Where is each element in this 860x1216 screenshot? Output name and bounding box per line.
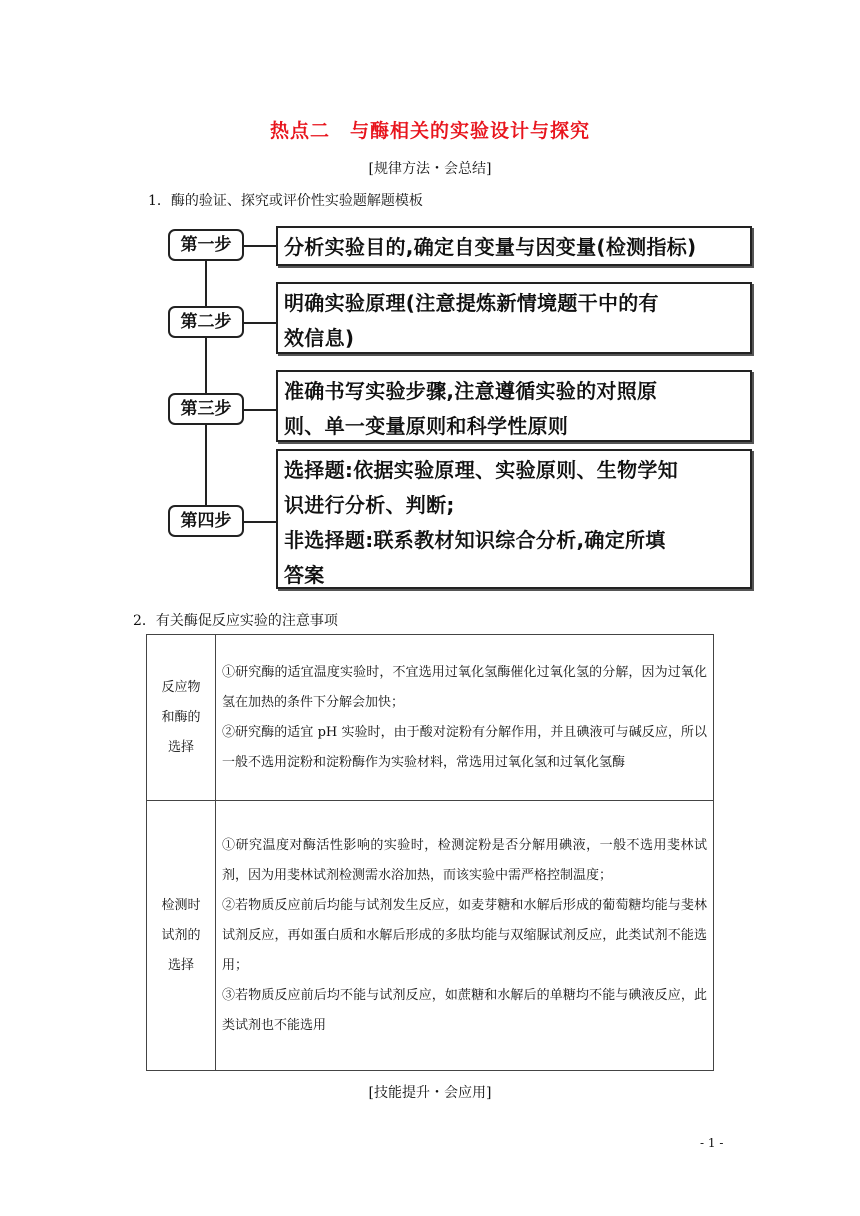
section-2-heading: 2．有关酶促反应实验的注意事项: [133, 613, 338, 629]
flow-vertical-line: [205, 260, 207, 516]
step-3-line: 准确书写实验步骤,注意遵循实验的对照原: [284, 379, 658, 403]
footer-heading: [技能提升・会应用]: [368, 1085, 492, 1101]
row-label-line: 选择: [167, 957, 194, 973]
step-4-line: 非选择题:联系教材知识综合分析,确定所填: [284, 528, 666, 552]
row-label-line: 选择: [167, 739, 194, 755]
step-1-box: [276, 226, 752, 266]
step-2-label: 第二步: [168, 306, 244, 338]
step-4-line: 选择题:依据实验原理、实验原则、生物学知: [284, 458, 678, 482]
row-paragraph: ②若物质反应前后均能与试剂发生反应，如麦芽糖和水解后形成的葡萄糖均能与斐林试剂反应，再如蛋白质和水解后形成的多肽均能与双缩脲试剂反应，此类试剂不能选用；: [222, 897, 707, 973]
step-3-line: 则、单一变量原则和科学性原则: [284, 414, 569, 438]
row-label-line: 和酶的: [161, 709, 201, 725]
row-paragraph: ②研究酶的适宜 pH 实验时，由于酸对淀粉有分解作用，并且碘液可与碱反应，所以一般不选用淀粉和淀粉酶作为实验材料，常选用过氧化氢和过氧化氢酶: [222, 724, 707, 770]
notes-table: [146, 634, 714, 1071]
row-paragraph: ①研究酶的适宜温度实验时，不宜选用过氧化氢酶催化过氧化氢的分解，因为过氧化氢在加热的条件下分解会加快；: [222, 664, 707, 710]
row-paragraph: ③若物质反应前后均不能与试剂反应，如蔗糖和水解后的单糖均不能与碘液反应，此类试剂也不能选用: [222, 987, 707, 1033]
row-label: [147, 635, 216, 801]
page-number: - 1 -: [700, 1136, 724, 1150]
step-1-connector: [244, 245, 276, 247]
step-1-line: 分析实验目的,确定自变量与因变量(检测指标): [284, 235, 697, 259]
step-2-box: [276, 282, 752, 354]
row-label-line: 试剂的: [161, 927, 201, 943]
row-content: [216, 801, 714, 1071]
table-row: [147, 635, 714, 801]
section-subtitle: [规律方法・会总结]: [368, 161, 492, 177]
step-4-line: 答案: [284, 563, 325, 587]
step-3-connector: [244, 409, 276, 411]
row-label-line: 反应物: [161, 679, 201, 695]
row-paragraph: ①研究温度对酶活性影响的实验时，检测淀粉是否分解用碘液，一般不选用斐林试剂，因为用斐林试剂检测需水浴加热，而该实验中需严格控制温度；: [222, 837, 707, 883]
page-title: 热点二 与酶相关的实验设计与探究: [269, 120, 590, 142]
step-4-box: [276, 449, 752, 589]
step-1-label: 第一步: [168, 229, 244, 261]
step-4-line: 识进行分析、判断;: [284, 493, 455, 517]
table-row: [147, 801, 714, 1071]
row-content: [216, 635, 714, 801]
row-label-line: 检测时: [161, 897, 201, 913]
row-label: [147, 801, 216, 1071]
step-3-box: [276, 370, 752, 442]
step-2-line: 明确实验原理(注意提炼新情境题干中的有: [284, 291, 659, 315]
step-4-connector: [244, 521, 276, 523]
step-2-line: 效信息): [284, 326, 355, 350]
step-2-connector: [244, 322, 276, 324]
section-1-heading: 1．酶的验证、探究或评价性实验题解题模板: [148, 193, 423, 209]
step-3-label: 第三步: [168, 393, 244, 425]
step-4-label: 第四步: [168, 505, 244, 537]
